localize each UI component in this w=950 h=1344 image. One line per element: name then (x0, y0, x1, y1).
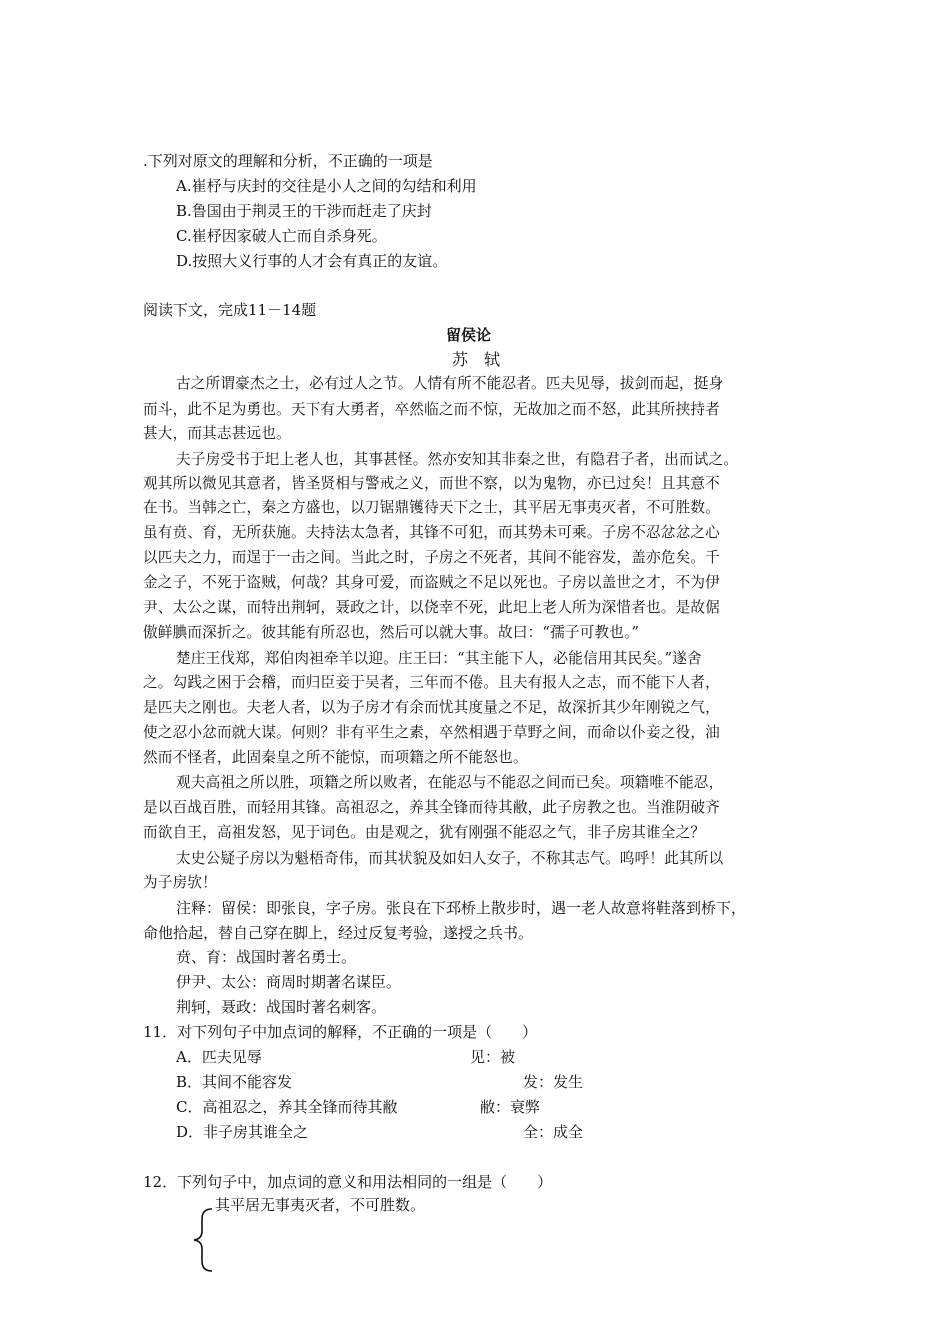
q11-option-d-gloss: 全：成全 (523, 1123, 584, 1141)
q10-option-d: D.按照大义行事的人才会有真正的友谊。 (176, 252, 448, 270)
passage-line: 观其所以微见其意者，皆圣贤相与警戒之义，而世不察，以为鬼物，亦已过矣！且其意不 (143, 475, 720, 492)
q11-option-a-gloss: 见：被 (470, 1048, 516, 1066)
passage-line: 楚庄王伐郑，郑伯肉袒牵羊以迎。庄王曰：“其主能下人，必能信用其民矣。”遂舍 (176, 650, 702, 667)
q11-option-a: A．匹夫见辱 (176, 1048, 262, 1066)
passage-line: 然而不怪者，此固秦皇之所不能惊，而项籍之所不能怒也。 (143, 749, 528, 766)
q11-option-c: C．高祖忍之，养其全锋而待其敝 (176, 1098, 398, 1116)
note-line: 注释：留侯：即张良，字子房。张良在下邳桥上散步时，遇一老人故意将鞋落到桥下， (176, 899, 747, 917)
passage-line: 古之所谓豪杰之士，必有过人之节。人情有所不能忍者。匹夫见辱，拔剑而起，挺身 (176, 375, 724, 392)
q11-stem: 11．对下列句子中加点词的解释，不正确的一项是（ ） (143, 1023, 538, 1041)
passage-line: 观夫高祖之所以胜，项籍之所以败者，在能忍与不能忍之间而已矣。项籍唯不能忍， (176, 774, 724, 791)
passage-author: 苏 轼 (452, 350, 501, 369)
passage-line: 使之忍小忿而就大谋。何则？非有平生之素，卒然相遇于草野之间，而命以仆妾之役，油 (143, 724, 720, 741)
q10-option-c: C.崔杼因家破人亡而自杀身死。 (176, 227, 387, 245)
q11-option-b: B．其间不能容发 (176, 1073, 293, 1091)
passage-line: 为子房欤！ (143, 874, 217, 891)
passage-line: 以匹夫之力，而逞于一击之间。当此之时，子房之不死者，其间不能容发，盖亦危矣。千 (143, 549, 720, 566)
passage-line: 尹、太公之谋，而特出荆轲，聂政之计，以侥幸不死，此圯上老人所为深惜者也。是故倨 (143, 599, 720, 616)
reading-instruction: 阅读下文，完成11－14题 (143, 301, 317, 319)
note-line: 伊尹、太公：商周时期著名谋臣。 (176, 973, 402, 991)
q10-option-a: A.崔杼与庆封的交往是小人之间的勾结和利用 (176, 177, 477, 195)
passage-line: 虽有贲、育，无所获施。夫持法太急者，其锋不可犯，而其势未可乘。子房不忍忿忿之心 (143, 524, 720, 541)
q11-option-d: D．非子房其谁全之 (176, 1123, 309, 1141)
brace-icon (190, 1205, 220, 1275)
note-line: 命他拾起，替自己穿在脚上，经过反复考验，遂授之兵书。 (143, 924, 534, 942)
passage-line: 之。勾践之困于会稽，而归臣妾于吴者，三年而不倦。且夫有报人之志，而不能下人者， (143, 674, 720, 691)
passage-line: 是匹夫之刚也。夫老人者，以为子房才有余而忧其度量之不足，故深折其少年刚锐之气， (143, 699, 720, 716)
q10-option-b: B.鲁国由于荆灵王的干涉而赶走了庆封 (176, 202, 432, 220)
passage-line: 而斗，此不足为勇也。天下有大勇者，卒然临之而不惊，无故加之而不怒，此其所挟持者 (143, 401, 720, 418)
q12-line-1: 其平居无事夷灭者，不可胜数。 (215, 1196, 426, 1214)
passage-line: 甚大，而其志甚远也。 (143, 425, 291, 442)
passage-line: 在书。当韩之亡，秦之方盛也，以刀锯鼎镬待天下之士，其平居无事夷灭者，不可胜数。 (143, 499, 720, 516)
note-line: 贲、育：战国时著名勇士。 (176, 948, 357, 966)
passage-line: 夫子房受书于圯上老人也，其事甚怪。然亦安知其非秦之世，有隐君子者，出而试之。 (176, 451, 739, 468)
passage-line: 金之子，不死于盗贼，何哉？其身可爱，而盗贼之不足以死也。子房以盖世之才，不为伊 (143, 574, 720, 591)
q11-option-b-gloss: 发：发生 (523, 1073, 584, 1091)
passage-line: 是以百战百胜，而轻用其锋。高祖忍之，养其全锋而待其敝，此子房教之也。当淮阴破齐 (143, 799, 720, 816)
q10-stem: .下列对原文的理解和分析，不正确的一项是 (143, 152, 433, 170)
passage-line: 傲鲜腆而深折之。彼其能有所忍也，然后可以就大事。故曰：“孺子可教也。” (143, 624, 640, 641)
q12-stem: 12．下列句子中，加点词的意义和用法相同的一组是（ ） (143, 1173, 553, 1191)
q11-option-c-gloss: 敝：衰弊 (480, 1098, 541, 1116)
note-line: 荆轲，聂政：战国时著名刺客。 (176, 998, 387, 1016)
passage-line: 太史公疑子房以为魁梧奇伟，而其状貌及如妇人女子，不称其志气。呜呼！此其所以 (176, 850, 724, 867)
passage-title: 留侯论 (446, 326, 492, 344)
passage-line: 而欲自王，高祖发怒，见于词色。由是观之，犹有刚强不能忍之气，非子房其谁全之？ (143, 824, 706, 841)
